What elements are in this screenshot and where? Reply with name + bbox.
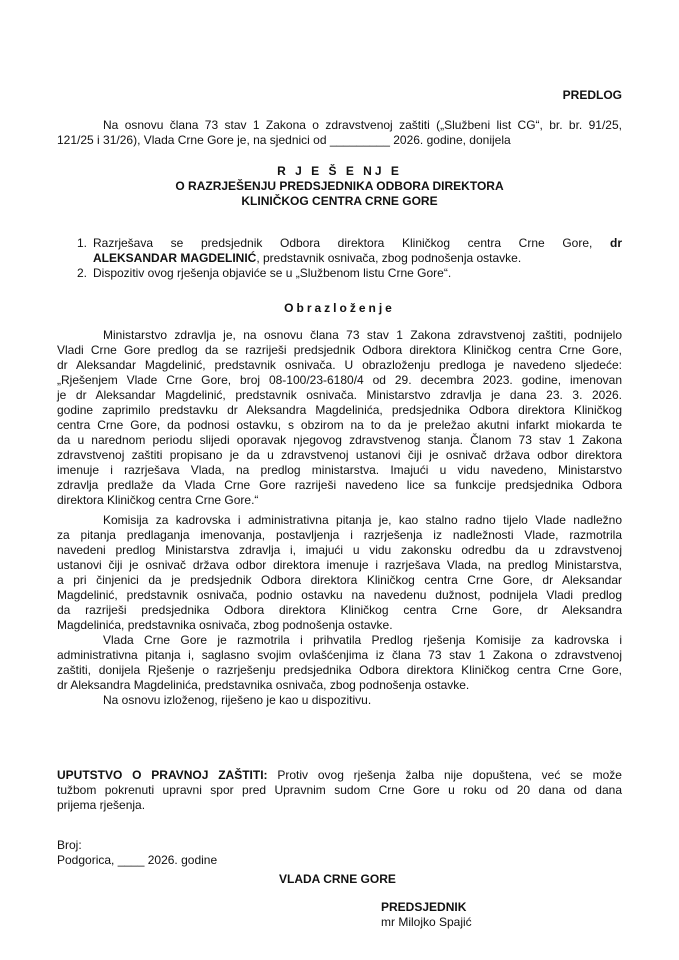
decision-items — [57, 236, 622, 281]
document-number: Broj: — [57, 838, 82, 852]
explanation-heading: Obrazloženje — [284, 301, 395, 315]
list-item — [57, 266, 622, 281]
paragraph-line: administrativna pitanja i, saglasno svojim ovlašćenjima iz člana 73 stav 1 Zakona o zdravstvenoj — [57, 648, 622, 662]
paragraph-line: imenuje i razrješava Vlada, na predlog ministarstva. Imajući u vidu navedeno, Ministarstvo — [57, 463, 622, 477]
paragraph-line: a pri činjenici da je predsjednik Odbora direktora Kliničkog centra Crne Gore, dr Aleksandar — [57, 573, 622, 587]
paragraph-line: „Rješenjem Vlade Crne Gore, broj 08-100/23-6180/4 od 29. decembra 2023. godine, imenovan — [57, 373, 622, 387]
decision-title — [57, 164, 622, 209]
place-date: Podgorica, ____ 2026. godine — [57, 853, 218, 867]
person-name: ALEKSANDAR MAGDELINIĆ — [93, 251, 257, 265]
draft-label: PREDLOG — [562, 88, 622, 102]
paragraph-line: Komisija za kadrovska i administrativna pitanja je, kao stalno radno tijelo Vlade nadležno — [103, 513, 622, 527]
legal-text: Protiv ovog rješenja žalba nije dopuštena, već se može — [277, 768, 622, 782]
preamble — [57, 118, 622, 148]
paragraph-line: zdravstvenoj zaštiti propisano je da u zdravstvenoj ustanovi čiji je osnivač država odbor direktora — [57, 448, 622, 462]
legal-text: prijema rješenja. — [57, 798, 146, 812]
legal-remedy — [57, 768, 622, 813]
item-line — [93, 251, 622, 266]
title-line: O RAZRJEŠENJU PREDSJEDNIKA ODBORA DIREKTORA — [175, 179, 504, 193]
paragraph-line: navedeni predlog Ministarstva zdravlja i, imajući u vidu zakonsku odredbu da u zdravstvenoj — [57, 543, 622, 557]
paragraph-line: godine zaprimilo predstavku dr Aleksandra Magdelinića, predsjednika Odbora direktora Kliničkog — [57, 403, 622, 417]
paragraph-line: Na osnovu izloženog, riješeno je kao u dispozitivu. — [103, 693, 372, 707]
paragraph-line: Magdelinić, predstavnik osnivača, podnio ostavku na navedenu dužnost, podnijela Vladi predlog — [57, 588, 622, 602]
paragraph-line: je dr Aleksandar Magdelinić, predstavnik osnivača. Ministarstvo zdravlja je dana 23. 3. 2026. — [57, 388, 622, 402]
legal-text: tužbom pokrenuti upravni spor pred Upravnim sudom Crne Gore u roku od 20 dana od dana — [57, 783, 622, 797]
paragraph — [57, 633, 622, 693]
paragraph-line: ustanovi čiji je osnivač država odbor direktora imenuje i razrješava Vlada, na predlog Ministarstva, — [57, 558, 622, 572]
paragraph-line: zdravlja predlaže da Vlada Crne Gore razriješi navedeno lice sa funkcije predsjednika Odbora — [57, 478, 622, 492]
signatory-position: PREDSJEDNIK — [381, 900, 467, 914]
item-text: , predstavnik osnivača, zbog podnošenja ostavke. — [256, 251, 522, 265]
paragraph-line: da razriješi predsjednika Odbora direktora Kliničkog centra Crne Gore, dr Aleksandra — [57, 603, 622, 617]
paragraph — [57, 693, 622, 708]
preamble-line: 121/25 i 31/26), Vlada Crne Gore je, na sjednici od _________ 2026. godine, donijela — [57, 133, 511, 147]
item-bold-text: dr — [610, 236, 622, 250]
legal-label: UPUTSTVO O PRAVNOJ ZAŠTITI: — [57, 768, 268, 782]
paragraph-line: za pitanja predlaganja imenovanja, postavljenja i razrješenja iz nadležnosti Vlade, razmotrila — [57, 528, 622, 542]
item-number: 1. — [77, 236, 88, 250]
item-number: 2. — [77, 266, 88, 280]
list-item — [57, 236, 622, 266]
paragraph — [57, 513, 622, 633]
paragraph-line: zaštiti, donijela Rješenje o razrješenju predsjednika Odbora direktora Kliničkog centra Crne Gore, — [57, 663, 622, 677]
title-line: R J E Š E NJ E — [277, 164, 402, 178]
item-line — [93, 236, 622, 251]
government-name: VLADA CRNE GORE — [279, 872, 396, 886]
title-line: KLINIČKOG CENTRA CRNE GORE — [241, 194, 438, 208]
preamble-line: Na osnovu člana 73 stav 1 Zakona o zdravstvenoj zaštiti („Službeni list CG“, br. br. 91/25, — [103, 118, 622, 132]
paragraph-line: dr Aleksandra Magdelinića, predstavnika osnivača, zbog podnošenja ostavke. — [57, 678, 470, 692]
item-text: Dispozitiv ovog rješenja objaviće se u „Službenom listu Crne Gore“. — [93, 266, 452, 280]
paragraph — [57, 328, 622, 508]
signatory-name: mr Milojko Spajić — [381, 915, 472, 929]
item-text: Razrješava se predsjednik Odbora direktora Kliničkog centra Crne Gore, — [93, 236, 593, 250]
paragraph-line: Vladi Crne Gore predlog da se razriješi predsjednik Odbora direktora Kliničkog centra Crne Gore, — [57, 343, 622, 357]
paragraph-line: dr Aleksandar Magdelinić, predstavnik osnivača. U obrazloženju predloga je navedeno sljedeće: — [57, 358, 622, 372]
paragraph-line: Vlada Crne Gore je razmotrila i prihvatila Predlog rješenja Komisije za kadrovska i — [103, 633, 622, 647]
paragraph-line: Magdelinića, predstavnika osnivača, zbog podnošenja ostavke. — [57, 618, 393, 632]
paragraph-line: direktora Kliničkog centra Crne Gore.“ — [57, 493, 259, 507]
paragraph-line: da u narednom periodu slijedi oporavak njegovog zdravstvenog stanja. Članom 73 stav 1 Zakona — [57, 433, 622, 447]
paragraph-line: Ministarstvo zdravlja je, na osnovu člana 73 stav 1 Zakona zdravstvenoj zaštiti, podnijelo — [103, 328, 622, 342]
paragraph-line: centra Crne Gore, da podnosi ostavku, s obzirom na to da je preležao akutni infarkt miokarda te — [57, 418, 622, 432]
explanation-body — [57, 328, 622, 708]
